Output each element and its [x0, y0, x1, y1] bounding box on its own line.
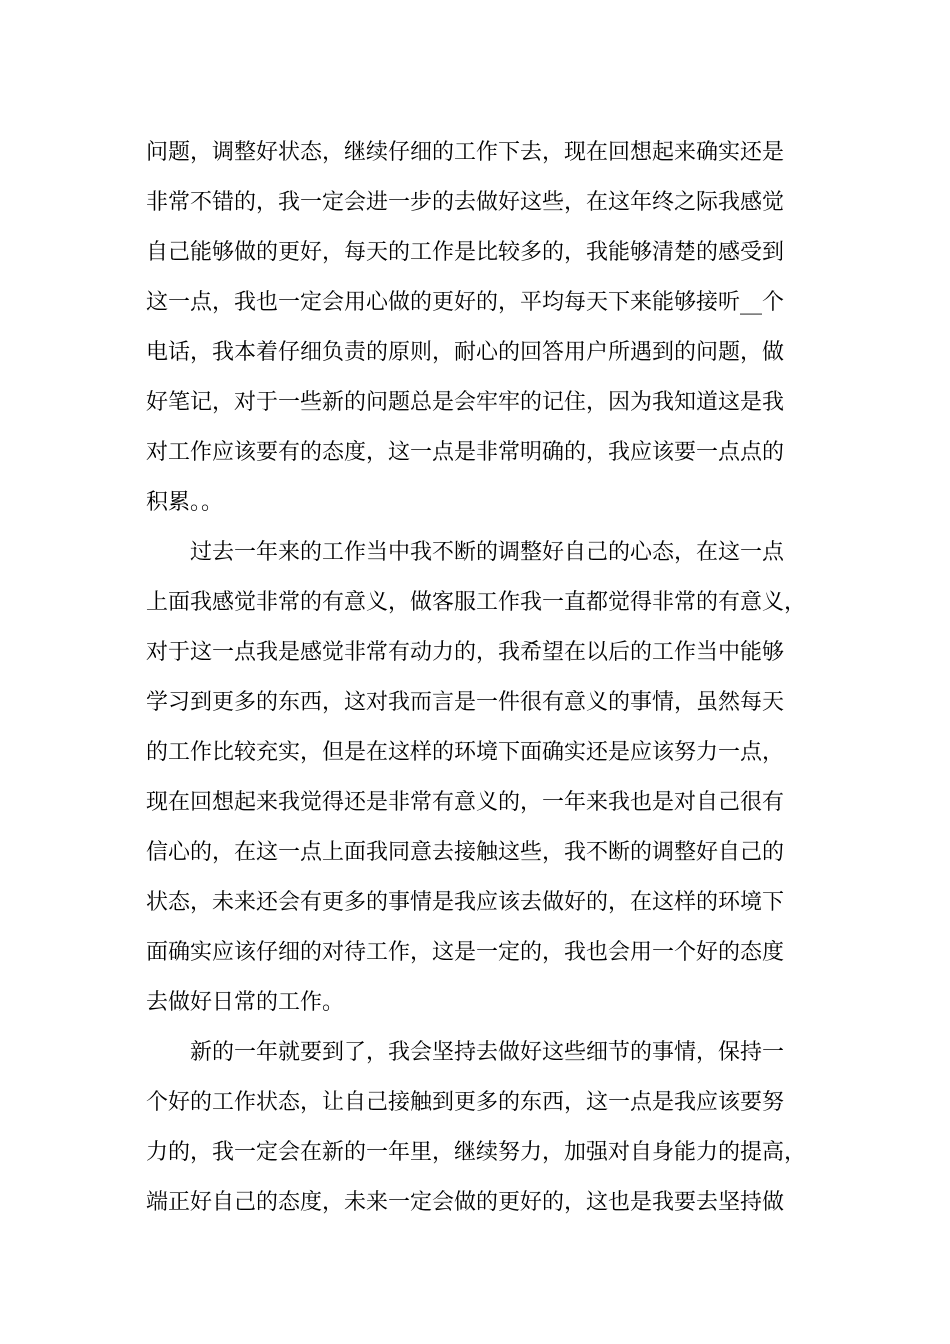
text-line-3: 自己能够做的更好，每天的工作是比较多的，我能够清楚的感受到 — [146, 240, 785, 265]
text-line-20: 个好的工作状态，让自己接触到更多的东西，这一点是我应该要努 — [146, 1090, 785, 1115]
text-line-21: 力的，我一定会在新的一年里，继续努力，加强对自身能力的提高， — [146, 1140, 807, 1165]
text-line-4: 这一点，我也一定会用心做的更好的，平均每天下来能够接听__个 — [146, 290, 785, 315]
text-line-13: 的工作比较充实，但是在这样的环境下面确实还是应该努力一点， — [146, 740, 785, 765]
text-line-11: 对于这一点我是感觉非常有动力的，我希望在以后的工作当中能够 — [146, 640, 785, 665]
text-line-17: 面确实应该仔细的对待工作，这是一定的，我也会用一个好的态度 — [146, 940, 785, 965]
text-line-14: 现在回想起来我觉得还是非常有意义的，一年来我也是对自己很有 — [146, 790, 785, 815]
document-body — [146, 128, 826, 1228]
text-line-15: 信心的，在这一点上面我同意去接触这些，我不断的调整好自己的 — [146, 840, 785, 865]
text-line-8: 积累。。 — [146, 490, 224, 515]
text-line-16: 状态，未来还会有更多的事情是我应该去做好的，在这样的环境下 — [146, 890, 785, 915]
text-line-10: 上面我感觉非常的有意义，做客服工作我一直都觉得非常的有意义， — [146, 590, 807, 615]
text-line-12: 学习到更多的东西，这对我而言是一件很有意义的事情，虽然每天 — [146, 690, 785, 715]
text-line-7: 对工作应该要有的态度，这一点是非常明确的，我应该要一点点的 — [146, 440, 785, 465]
text-line-9: 过去一年来的工作当中我不断的调整好自己的心态，在这一点 — [146, 540, 785, 565]
text-line-18: 去做好日常的工作。 — [146, 990, 345, 1015]
text-line-5: 电话，我本着仔细负责的原则，耐心的回答用户所遇到的问题，做 — [146, 340, 785, 365]
text-line-22: 端正好自己的态度，未来一定会做的更好的，这也是我要去坚持做 — [146, 1190, 785, 1215]
text-line-19: 新的一年就要到了，我会坚持去做好这些细节的事情，保持一 — [146, 1040, 785, 1065]
text-line-2: 非常不错的，我一定会进一步的去做好这些，在这年终之际我感觉 — [146, 190, 785, 215]
text-line-1: 问题，调整好状态，继续仔细的工作下去，现在回想起来确实还是 — [146, 140, 785, 165]
text-line-6: 好笔记，对于一些新的问题总是会牢牢的记住，因为我知道这是我 — [146, 390, 785, 415]
